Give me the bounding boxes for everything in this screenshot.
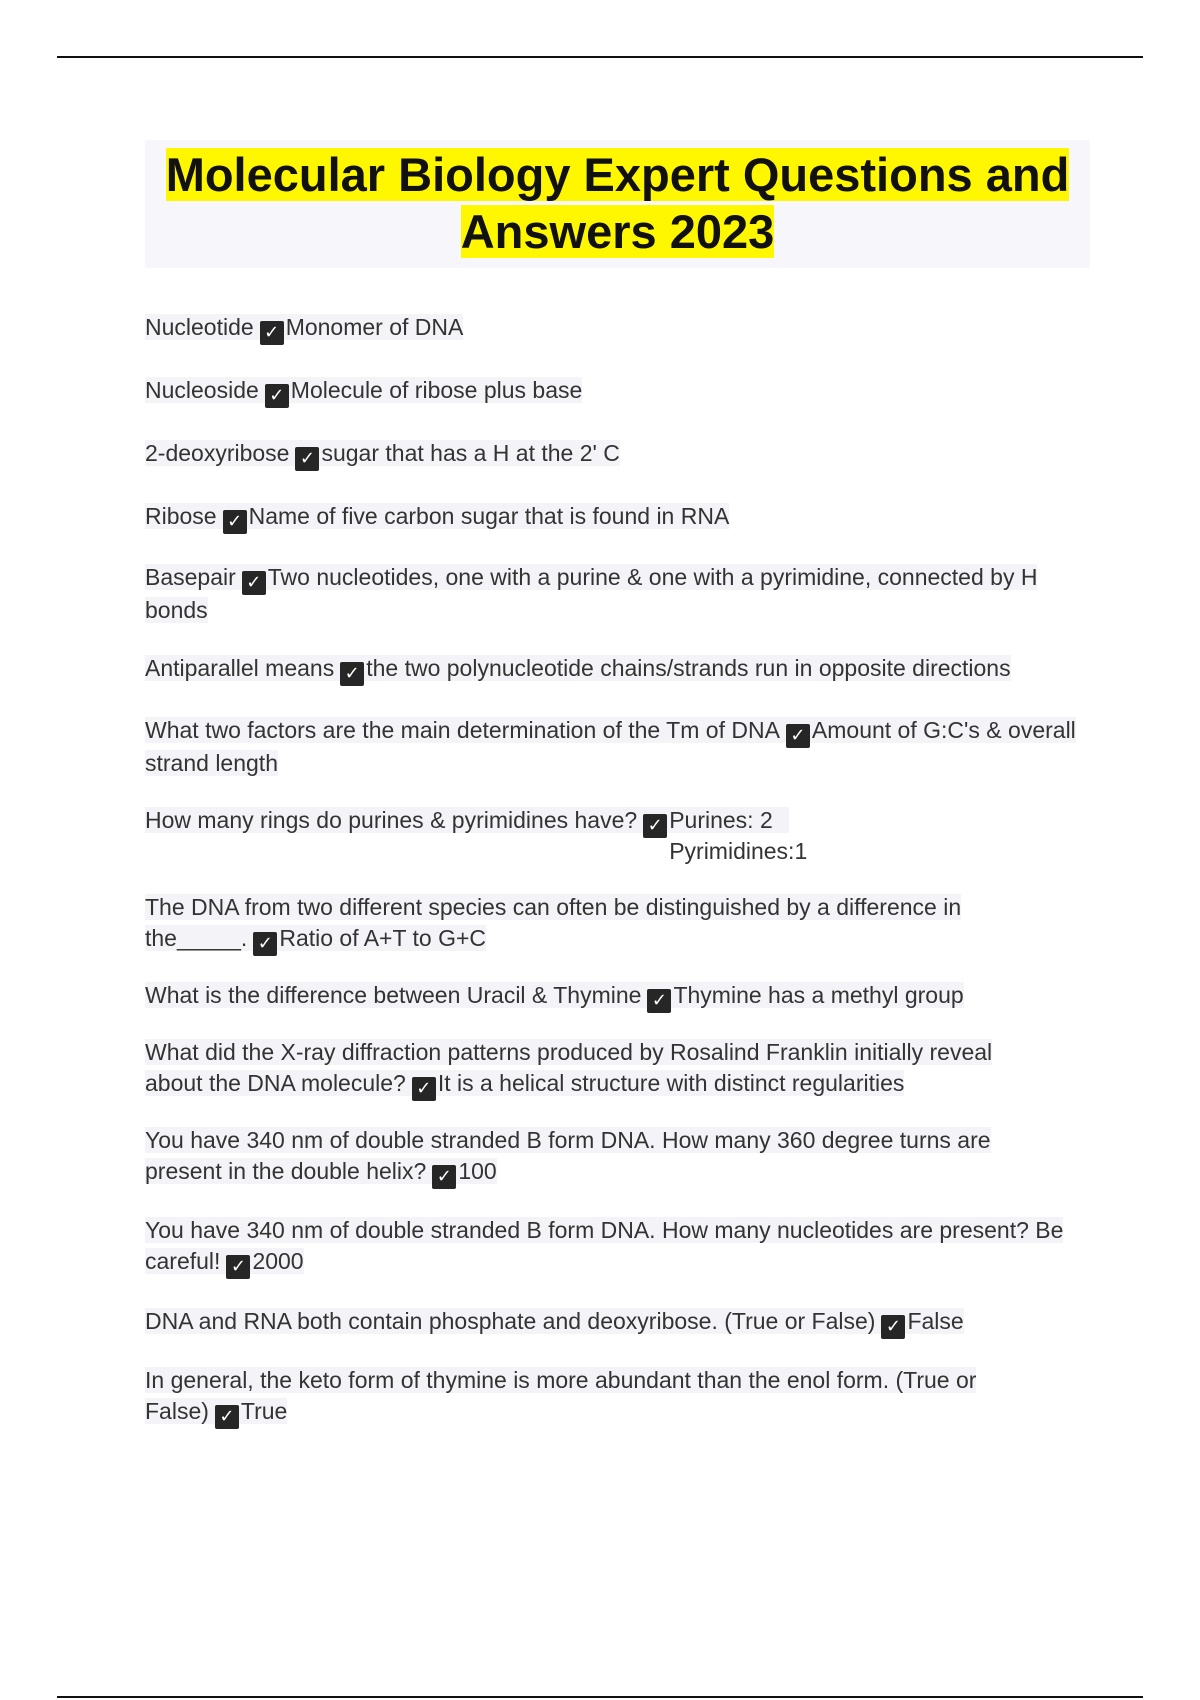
answer-text: It is a helical structure with distinct regularities xyxy=(437,1070,905,1096)
checkmark-icon: ✓ xyxy=(253,932,277,956)
checkmark-icon: ✓ xyxy=(643,814,667,838)
question-text: Antiparallel means xyxy=(145,655,335,681)
answer-text: sugar that has a H at the 2' C xyxy=(321,440,620,466)
footer-rule xyxy=(57,1696,1143,1698)
answer-text: Monomer of DNA xyxy=(285,314,464,340)
page-title-text: Molecular Biology Expert Questions and Answers 2023 xyxy=(165,148,1070,258)
qa-item xyxy=(145,312,1085,345)
question-text: Nucleotide xyxy=(145,314,254,340)
checkmark-icon: ✓ xyxy=(340,662,364,686)
qa-item xyxy=(145,375,1085,408)
qa-item xyxy=(145,892,1045,956)
answer-text: Two nucleotides, one with a purine & one with a pyrimidine, connected by H bonds xyxy=(145,564,1038,623)
question-text: What did the X-ray diffraction patterns produced by Rosalind Franklin initially reveal about the DNA molecule? xyxy=(145,1039,993,1096)
qa-item xyxy=(145,715,1085,779)
checkmark-icon: ✓ xyxy=(215,1405,239,1429)
answer-text: Ratio of A+T to G+C xyxy=(279,925,487,951)
answer-text: Thymine has a methyl group xyxy=(673,982,964,1008)
title-block xyxy=(145,140,1090,268)
question-text: What is the difference between Uracil & Thymine xyxy=(145,982,642,1008)
qa-item xyxy=(145,1365,1045,1429)
question-text: What two factors are the main determination of the Tm of DNA xyxy=(145,717,780,743)
answer-text: Amount of G:C's & overall strand length xyxy=(145,717,1076,776)
checkmark-icon: ✓ xyxy=(265,384,289,408)
question-text: How many rings do purines & pyrimidines have? xyxy=(145,807,638,833)
answer-text: Molecule of ribose plus base xyxy=(290,377,583,403)
answer-text: True xyxy=(240,1398,288,1424)
qa-item xyxy=(145,1125,1045,1189)
question-text: Basepair xyxy=(145,564,236,590)
question-text: The DNA from two different species can often be distinguished by a difference in the_____. xyxy=(145,894,962,951)
checkmark-icon: ✓ xyxy=(881,1315,905,1339)
header-rule xyxy=(57,56,1143,58)
question-text: Nucleoside xyxy=(145,377,259,403)
qa-item xyxy=(145,980,1085,1013)
qa-list xyxy=(145,312,1085,1429)
question-text: 2-deoxyribose xyxy=(145,440,290,466)
answer-text: Purines: 2 Pyrimidines:1 xyxy=(669,807,808,864)
qa-item xyxy=(145,1306,1085,1339)
question-text: DNA and RNA both contain phosphate and deoxyribose. (True or False) xyxy=(145,1308,876,1334)
answer-text: Name of five carbon sugar that is found in RNA xyxy=(248,503,730,529)
checkmark-icon: ✓ xyxy=(786,724,810,748)
question-text: You have 340 nm of double stranded B form DNA. How many 360 degree turns are present in the double helix? xyxy=(145,1127,991,1184)
checkmark-icon: ✓ xyxy=(432,1165,456,1189)
qa-item xyxy=(145,501,1085,534)
question-text: Ribose xyxy=(145,503,217,529)
checkmark-icon: ✓ xyxy=(226,1255,250,1279)
question-text: You have 340 nm of double stranded B form DNA. How many nucleotides are present? Be careful! xyxy=(145,1217,1064,1274)
page-title xyxy=(145,146,1090,260)
answer-text: 100 xyxy=(458,1158,497,1184)
qa-item xyxy=(145,562,1085,626)
qa-item xyxy=(145,1037,1045,1101)
answer-text: the two polynucleotide chains/strands run in opposite directions xyxy=(366,655,1011,681)
checkmark-icon: ✓ xyxy=(412,1077,436,1101)
answer-text: False xyxy=(907,1308,964,1334)
qa-item xyxy=(145,1215,1085,1279)
checkmark-icon: ✓ xyxy=(647,989,671,1013)
checkmark-icon: ✓ xyxy=(223,510,247,534)
qa-item xyxy=(145,653,1085,686)
question-text: In general, the keto form of thymine is more abundant than the enol form. (True or False) xyxy=(145,1367,977,1424)
qa-item xyxy=(145,805,1085,867)
checkmark-icon: ✓ xyxy=(260,321,284,345)
qa-item xyxy=(145,438,1085,471)
checkmark-icon: ✓ xyxy=(295,447,319,471)
answer-text: 2000 xyxy=(252,1248,304,1274)
checkmark-icon: ✓ xyxy=(242,571,266,595)
